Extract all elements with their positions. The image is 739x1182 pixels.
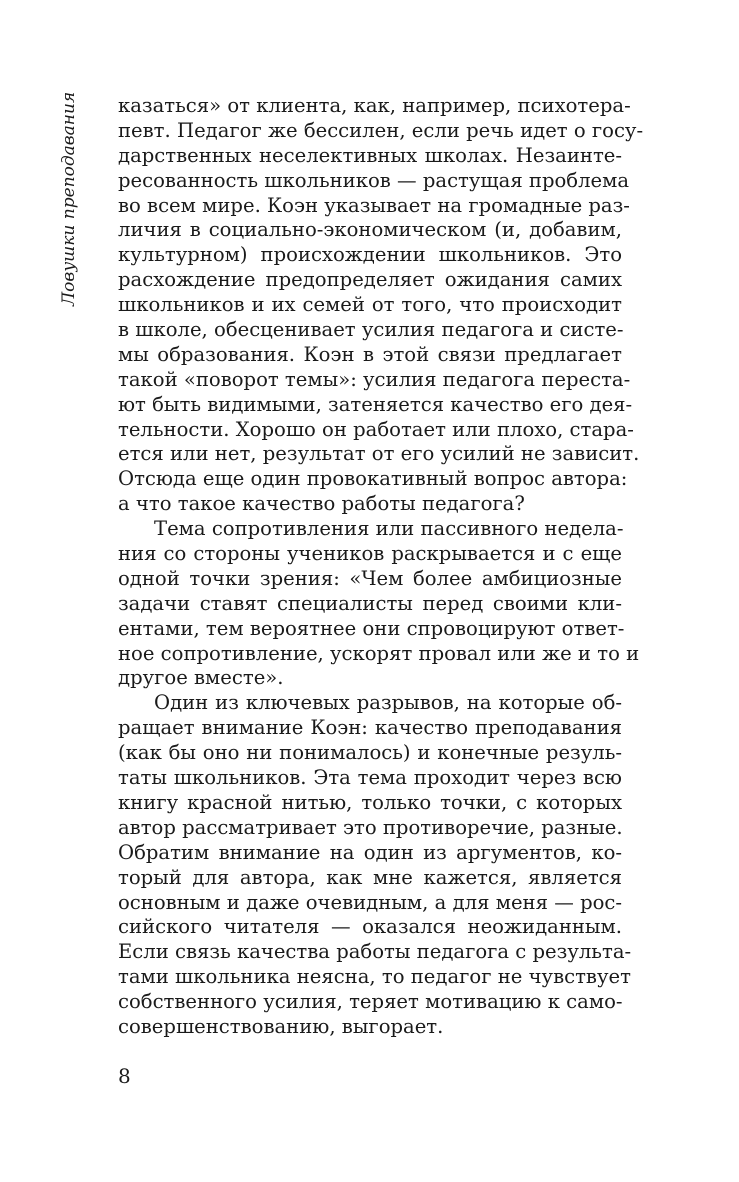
text-line: Отсюда еще один провокативный вопрос автора: [118, 467, 628, 491]
page-number: 8 [118, 1064, 131, 1088]
text-line: культурном) происхождении школьников. Это [118, 243, 622, 267]
text-line: задачи ставят специалисты перед своими кли- [118, 591, 622, 615]
text-line: ния со стороны учеников раскрывается и с еще [118, 542, 622, 566]
body-text [118, 94, 644, 1040]
text-line: книгу красной нитью, только точки, с которых [118, 790, 622, 814]
text-line: тами школьника неясна, то педагог не чувствует [118, 965, 631, 989]
text-line: казаться» от клиента, как, например, психотера- [118, 94, 631, 117]
text-line: ное сопротивление, ускорят провал или же и то и [118, 641, 640, 665]
text-line: личия в социально-экономическом (и, добавим, [118, 218, 622, 242]
text-line: а что такое качество работы педагога? [118, 492, 525, 516]
paragraph-2 [118, 517, 640, 691]
text-line: ется или нет, результат от его усилий не зависит. [118, 442, 640, 466]
paragraph-1 [118, 94, 644, 517]
text-line: во всем мире. Коэн указывает на громадные раз- [118, 193, 630, 217]
text-line: Тема сопротивления или пассивного недела- [154, 517, 624, 541]
text-line: Если связь качества работы педагога с результа- [118, 940, 632, 964]
text-line: дарственных неселективных школах. Незаинте- [118, 143, 622, 167]
text-line: ресованность школьников — растущая проблема [118, 168, 630, 192]
text-line: Один из ключевых разрывов, на которые об- [154, 691, 622, 715]
text-line: Обратим внимание на один из аргументов, ко- [118, 840, 622, 864]
text-line: ращает внимание Коэн: качество преподавания [118, 716, 622, 740]
text-line: совершенствованию, выгорает. [118, 1014, 444, 1038]
text-line: таты школьников. Эта тема проходит через всю [118, 766, 622, 790]
text-line: торый для автора, как мне кажется, является [118, 865, 622, 889]
text-line: ентами, тем вероятнее они спровоцируют ответ- [118, 616, 625, 640]
text-line: школьников и их семей от того, что происходит [118, 293, 622, 317]
text-line: в школе, обесценивает усилия педагога и систе- [118, 318, 624, 342]
text-line: одной точки зрения: «Чем более амбициозные [118, 566, 622, 590]
text-line: другое вместе». [118, 666, 284, 690]
text-line: сийского читателя — оказался неожиданным. [118, 915, 622, 939]
running-head: Ловушки преподавания [59, 91, 79, 306]
paragraph-3 [118, 691, 632, 1039]
text-line: автор рассматривает это противоречие, разные. [118, 815, 623, 839]
text-line: расхождение предопределяет ожидания самих [118, 268, 622, 292]
text-line: певт. Педагог же бессилен, если речь идет о госу- [118, 118, 644, 142]
text-line: мы образования. Коэн в этой связи предлагает [118, 342, 622, 366]
text-line: собственного усилия, теряет мотивацию к само- [118, 990, 623, 1014]
text-line: такой «поворот темы»: усилия педагога переста- [118, 367, 631, 391]
text-line: (как бы оно ни понималось) и конечные резуль- [118, 741, 622, 765]
text-line: тельности. Хорошо он работает или плохо, стара- [118, 417, 634, 441]
text-line: основным и даже очевидным, а для меня — рос- [118, 890, 622, 914]
text-line: ют быть видимыми, затеняется качество его дея- [118, 392, 633, 416]
